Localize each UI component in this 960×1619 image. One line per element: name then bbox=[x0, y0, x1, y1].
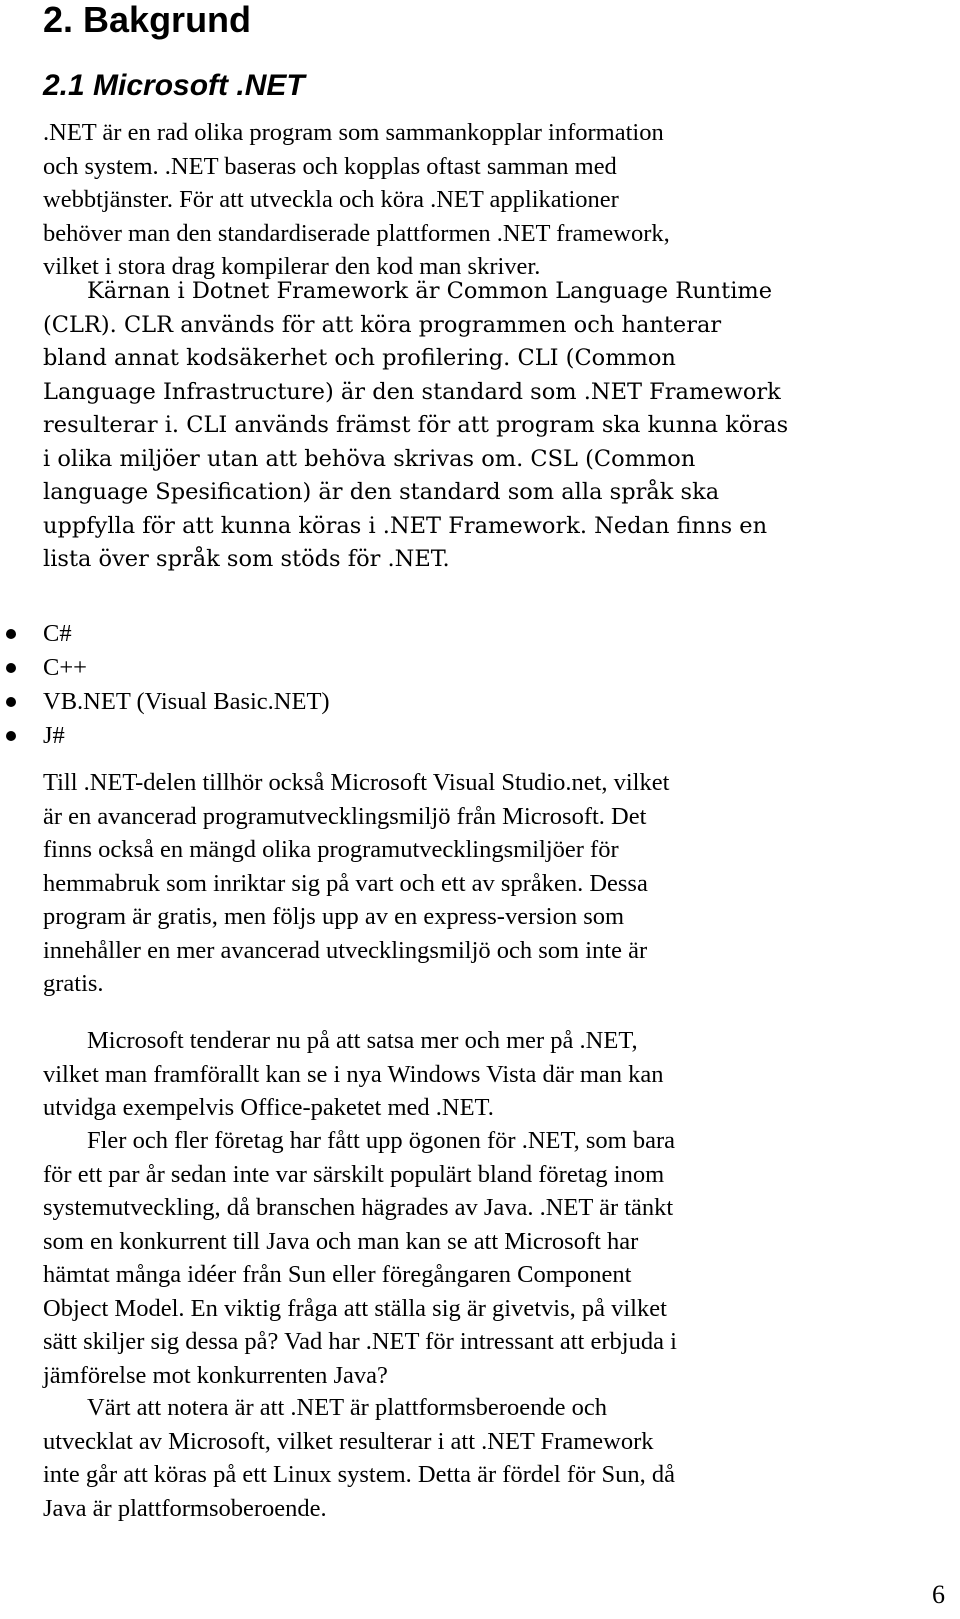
text-line: (CLR). CLR används för att köra programmen och hanterar bbox=[43, 311, 722, 338]
text-line: Fler och fler företag har fått upp ögonen för .NET, som bara bbox=[87, 1127, 676, 1154]
page-number: 6 bbox=[932, 1580, 945, 1609]
text-line: Object Model. En viktig fråga att ställa sig är givetvis, på vilket bbox=[43, 1294, 667, 1322]
text-line: bland annat kodsäkerhet och profilering. CLI (Common bbox=[43, 345, 676, 371]
text-line: Microsoft tenderar nu på att satsa mer och mer på .NET, bbox=[87, 1027, 638, 1054]
paragraph-microsoft bbox=[43, 1024, 883, 1125]
subsection-heading: 2.1 Microsoft .NET bbox=[43, 69, 305, 102]
bullet-icon bbox=[6, 663, 16, 673]
text-line: som en konkurrent till Java och man kan se att Microsoft har bbox=[43, 1227, 639, 1255]
text-line: program är gratis, men följs upp av en express-version som bbox=[43, 903, 625, 930]
text-line: sätt skiljer sig dessa på? Vad har .NET för intressant att erbjuda i bbox=[43, 1328, 677, 1355]
text-line: i olika miljöer utan att behöva skrivas om. CSL (Common bbox=[43, 445, 696, 472]
text-line: gratis. bbox=[43, 970, 104, 997]
section-heading: 2. Bakgrund bbox=[43, 0, 252, 40]
text-line: resulterar i. CLI används främst för att program ska kunna köras bbox=[43, 412, 789, 438]
text-line: Kärnan i Dotnet Framework är Common Language Runtime bbox=[87, 278, 773, 304]
bullet-icon bbox=[6, 629, 16, 639]
paragraph-companies bbox=[43, 1124, 883, 1392]
text-line: och system. .NET baseras och kopplas oftast samman med bbox=[43, 152, 617, 180]
text-line: för ett par år sedan inte var särskilt populärt bland företag inom bbox=[43, 1160, 665, 1188]
text-line: webbtjänster. För att utveckla och köra .NET applikationer bbox=[43, 186, 619, 213]
text-line: är en avancerad programutvecklingsmiljö från Microsoft. Det bbox=[43, 802, 647, 830]
text-line: vilket man framförallt kan se i nya Windows Vista där man kan bbox=[43, 1060, 664, 1088]
bullet-icon bbox=[6, 697, 16, 707]
text-line: uppfylla för att kunna köras i .NET Framework. Nedan finns en bbox=[43, 512, 768, 539]
text-line: systemutveckling, då branschen hägrades av Java. .NET är tänkt bbox=[43, 1194, 674, 1221]
list-item-label: J# bbox=[43, 722, 65, 749]
text-line: innehåller en mer avancerad utvecklingsmiljö och som inte är bbox=[43, 936, 648, 964]
paragraph-intro bbox=[43, 116, 883, 284]
list-item-label: C++ bbox=[43, 654, 87, 681]
paragraph-visual-studio bbox=[43, 766, 883, 1001]
text-line: Java är plattformsoberoende. bbox=[43, 1494, 327, 1522]
text-line: language Spesification) är den standard som alla språk ska bbox=[43, 479, 720, 505]
bullet-icon bbox=[6, 731, 16, 741]
text-line: lista över språk som stöds för .NET. bbox=[43, 546, 450, 572]
text-line: Värt att notera är att .NET är plattformsberoende och bbox=[87, 1394, 607, 1421]
paragraph-platform bbox=[43, 1391, 883, 1525]
text-line: inte går att köras på ett Linux system. Detta är fördel för Sun, då bbox=[43, 1461, 676, 1488]
text-line: behöver man den standardiserade plattformen .NET framework, bbox=[43, 219, 670, 247]
text-line: Till .NET-delen tillhör också Microsoft Visual Studio.net, vilket bbox=[43, 769, 670, 796]
text-line: utvecklat av Microsoft, vilket resulterar i att .NET Framework bbox=[43, 1427, 654, 1455]
text-line: utvidga exempelvis Office-paketet med .NET. bbox=[43, 1094, 494, 1121]
text-line: hemmabruk som inriktar sig på vart och ett av språken. Dessa bbox=[43, 869, 648, 897]
text-line: finns också en mängd olika programutvecklingsmiljöer för bbox=[43, 836, 619, 863]
text-line: vilket i stora drag kompilerar den kod man skriver. bbox=[43, 253, 541, 280]
paragraph-clr bbox=[43, 275, 883, 577]
text-line: Language Infrastructure) är den standard som .NET Framework bbox=[43, 378, 781, 405]
text-line: .NET är en rad olika program som sammankopplar information bbox=[43, 119, 664, 146]
list-item-label: C# bbox=[43, 620, 72, 647]
text-line: jämförelse mot konkurrenten Java? bbox=[43, 1361, 388, 1389]
text-line: hämtat många idéer från Sun eller föregångaren Component bbox=[43, 1261, 632, 1288]
list-item-label: VB.NET (Visual Basic.NET) bbox=[43, 688, 330, 715]
